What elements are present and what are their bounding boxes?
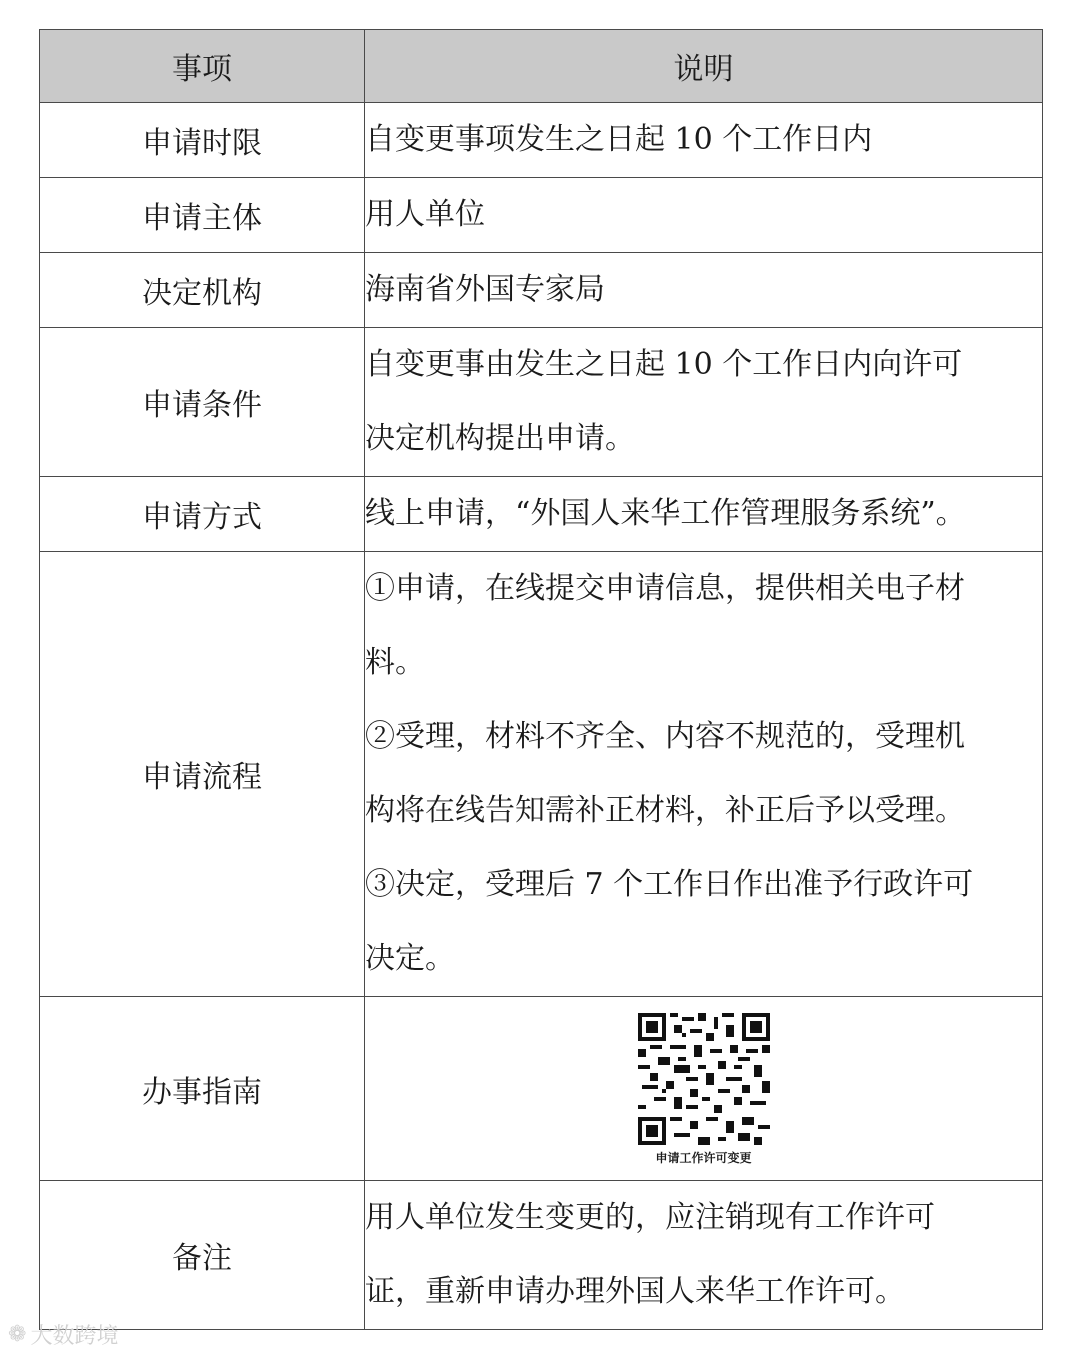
table-row bbox=[40, 328, 1043, 477]
row-line: 用人单位 bbox=[365, 197, 485, 232]
row-line: ①申请，在线提交申请信息，提供相关电子材 bbox=[365, 571, 965, 606]
row-line: ②受理，材料不齐全、内容不规范的，受理机 bbox=[365, 719, 965, 754]
table-row bbox=[40, 253, 1043, 328]
guide-table bbox=[39, 29, 1043, 1330]
watermark bbox=[8, 1319, 118, 1350]
row-key: 申请方式 bbox=[40, 477, 365, 552]
row-line: 证，重新申请办理外国人来华工作许可。 bbox=[365, 1274, 905, 1309]
table-row bbox=[40, 178, 1043, 253]
row-value bbox=[365, 178, 1043, 253]
qr-caption: 申请工作许可变更 bbox=[655, 1150, 752, 1165]
row-value bbox=[365, 103, 1043, 178]
row-key: 申请流程 bbox=[40, 552, 365, 997]
row-line: 线上申请，“外国人来华工作管理服务系统”。 bbox=[365, 496, 966, 531]
row-value bbox=[365, 477, 1043, 552]
row-key: 申请时限 bbox=[40, 103, 365, 178]
row-line: ③决定，受理后 7 个工作日作出准予行政许可 bbox=[365, 867, 974, 902]
watermark-logo-icon: ❁ bbox=[8, 1322, 27, 1347]
table-row bbox=[40, 997, 1043, 1181]
row-value bbox=[365, 253, 1043, 328]
header-desc: 说明 bbox=[365, 30, 1043, 103]
row-line: 构将在线告知需补正材料，补正后予以受理。 bbox=[365, 793, 965, 828]
row-key: 申请条件 bbox=[40, 328, 365, 477]
row-value bbox=[365, 1181, 1043, 1330]
watermark-text: 大数跨境 bbox=[30, 1324, 119, 1349]
row-key: 决定机构 bbox=[40, 253, 365, 328]
row-line: 料。 bbox=[365, 645, 425, 680]
table-row bbox=[40, 1181, 1043, 1330]
row-value bbox=[365, 997, 1043, 1181]
table-row bbox=[40, 477, 1043, 552]
header-row bbox=[40, 30, 1043, 103]
qr-code-image[interactable] bbox=[638, 1013, 770, 1145]
row-line: 海南省外国专家局 bbox=[365, 272, 605, 307]
row-line: 决定机构提出申请。 bbox=[365, 421, 635, 456]
row-line: 决定。 bbox=[365, 941, 455, 976]
row-value bbox=[365, 328, 1043, 477]
header-item: 事项 bbox=[40, 30, 365, 103]
row-line: 自变更事由发生之日起 10 个工作日内向许可 bbox=[365, 347, 963, 382]
row-key: 申请主体 bbox=[40, 178, 365, 253]
table-row bbox=[40, 552, 1043, 997]
row-value bbox=[365, 552, 1043, 997]
table-row bbox=[40, 103, 1043, 178]
row-line: 用人单位发生变更的，应注销现有工作许可 bbox=[365, 1200, 935, 1235]
row-key: 备注 bbox=[40, 1181, 365, 1330]
row-line: 自变更事项发生之日起 10 个工作日内 bbox=[365, 122, 873, 157]
row-key: 办事指南 bbox=[40, 997, 365, 1181]
